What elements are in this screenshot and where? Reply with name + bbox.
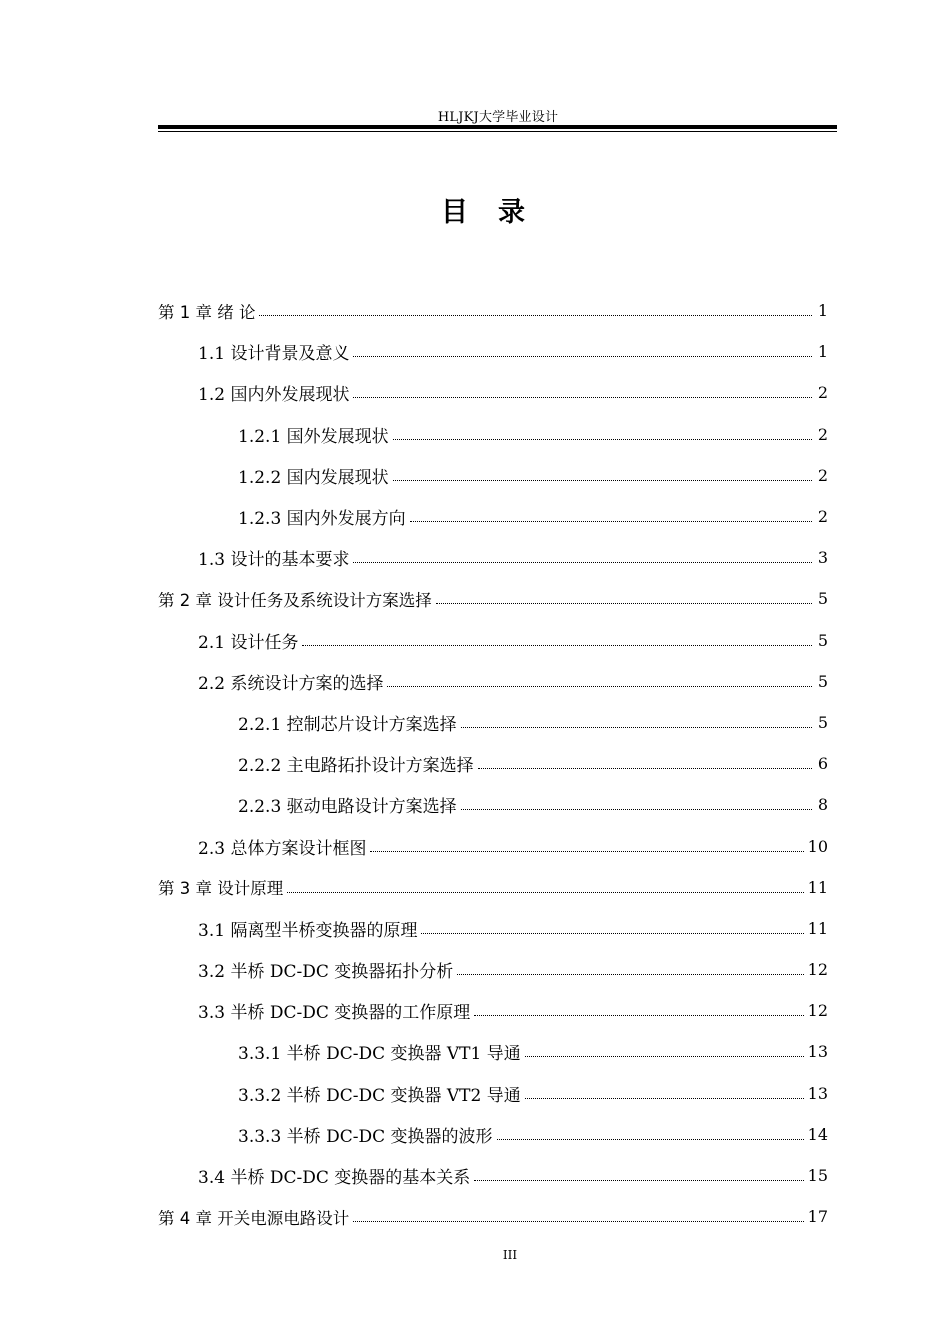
toc-page-number: 12 [807, 1001, 828, 1021]
toc-entry-title: 2.2 系统设计方案的选择 [198, 673, 384, 694]
toc-dot-leader [393, 439, 812, 440]
toc-entry[interactable] [158, 331, 828, 372]
toc-entry[interactable] [158, 372, 828, 413]
toc-entry-title: 第 2 章 设计任务及系统设计方案选择 [158, 590, 432, 610]
toc-dot-leader [478, 768, 812, 769]
toc-page-number: 10 [807, 836, 828, 856]
toc-dot-leader [474, 1015, 803, 1016]
toc-dot-leader [410, 521, 812, 522]
toc-entry[interactable] [158, 784, 828, 825]
header-rule-thin [158, 131, 837, 132]
toc-entry[interactable] [158, 949, 828, 990]
toc-page-number: 8 [817, 795, 828, 815]
toc-entry-title: 1.2.1 国外发展现状 [238, 426, 389, 447]
toc-entry-title: 3.4 半桥 DC-DC 变换器的基本关系 [198, 1168, 471, 1189]
toc-entry[interactable] [158, 578, 828, 619]
toc-entry[interactable] [158, 414, 828, 455]
toc-page-number: 1 [817, 342, 828, 362]
toc-entry-title: 2.2.3 驱动电路设计方案选择 [238, 797, 457, 818]
toc-entry-title: 3.3.2 半桥 DC-DC 变换器 VT2 导通 [238, 1085, 521, 1106]
toc-dot-leader [302, 645, 812, 646]
toc-dot-leader [461, 809, 812, 810]
toc-dot-leader [461, 727, 812, 728]
toc-entry[interactable] [158, 825, 828, 866]
toc-dot-leader [353, 397, 812, 398]
toc-page-number: 11 [807, 877, 828, 897]
toc-dot-leader [474, 1180, 803, 1181]
toc-entry-title: 3.3.1 半桥 DC-DC 变换器 VT1 导通 [238, 1044, 521, 1065]
toc-dot-leader [436, 603, 812, 604]
toc-page-number: 2 [817, 424, 828, 444]
header-rule-thick [158, 125, 837, 129]
toc-entry-title: 2.2.1 控制芯片设计方案选择 [238, 714, 457, 735]
toc-page-number: 2 [817, 465, 828, 485]
toc-entry-title: 2.2.2 主电路拓扑设计方案选择 [238, 756, 474, 777]
toc-entry[interactable] [158, 455, 828, 496]
page-number-footer: III [502, 1248, 518, 1262]
toc-entry-title: 1.3 设计的基本要求 [198, 550, 350, 571]
toc-page-number: 13 [807, 1083, 828, 1103]
toc-entry[interactable] [158, 537, 828, 578]
toc-page-number: 13 [807, 1042, 828, 1062]
toc-dot-leader [525, 1098, 804, 1099]
toc-entry-title: 3.1 隔离型半桥变换器的原理 [198, 920, 418, 941]
table-of-contents [158, 290, 828, 1237]
toc-entry[interactable] [158, 1196, 828, 1237]
toc-entry[interactable] [158, 290, 828, 331]
page-header: HLJKJ大学毕业设计 [437, 110, 559, 125]
toc-dot-leader [287, 892, 803, 893]
toc-entry[interactable] [158, 908, 828, 949]
toc-dot-leader [259, 315, 812, 316]
toc-entry-title: 第 3 章 设计原理 [158, 879, 284, 899]
toc-page-number: 5 [817, 671, 828, 691]
toc-entry[interactable] [158, 1155, 828, 1196]
toc-dot-leader [525, 1056, 804, 1057]
toc-page-number: 2 [817, 383, 828, 403]
toc-entry[interactable] [158, 867, 828, 908]
toc-entry-title: 3.3 半桥 DC-DC 变换器的工作原理 [198, 1003, 471, 1024]
toc-entry-title: 1.2 国内外发展现状 [198, 385, 350, 406]
toc-entry[interactable] [158, 1073, 828, 1114]
toc-entry-title: 1.2.3 国内外发展方向 [238, 509, 406, 530]
toc-page-number: 15 [807, 1166, 828, 1186]
toc-entry[interactable] [158, 1031, 828, 1072]
toc-dot-leader [353, 562, 812, 563]
toc-entry-title: 第 4 章 开关电源电路设计 [158, 1208, 350, 1228]
toc-entry-title: 3.2 半桥 DC-DC 变换器拓扑分析 [198, 962, 454, 983]
toc-entry-title: 第 1 章 绪 论 [158, 302, 256, 322]
toc-dot-leader [353, 356, 812, 357]
toc-dot-leader [387, 686, 812, 687]
toc-page-number: 17 [807, 1207, 828, 1227]
toc-page-number: 5 [817, 589, 828, 609]
toc-page-number: 5 [817, 712, 828, 732]
toc-entry[interactable] [158, 990, 828, 1031]
toc-page-number: 6 [817, 754, 828, 774]
toc-dot-leader [497, 1139, 804, 1140]
toc-page-number: 14 [807, 1124, 828, 1144]
toc-entry[interactable] [158, 620, 828, 661]
toc-entry-title: 2.1 设计任务 [198, 632, 299, 653]
toc-entry-title: 1.2.2 国内发展现状 [238, 467, 389, 488]
toc-dot-leader [457, 974, 803, 975]
toc-dot-leader [370, 851, 803, 852]
toc-entry[interactable] [158, 702, 828, 743]
toc-entry[interactable] [158, 661, 828, 702]
page-title: 目录 [441, 197, 555, 228]
toc-entry-title: 3.3.3 半桥 DC-DC 变换器的波形 [238, 1126, 493, 1147]
toc-dot-leader [421, 933, 803, 934]
toc-page-number: 11 [807, 918, 828, 938]
toc-page-number: 5 [817, 630, 828, 650]
toc-entry[interactable] [158, 743, 828, 784]
toc-entry-title: 1.1 设计背景及意义 [198, 344, 350, 365]
toc-page-number: 3 [817, 548, 828, 568]
toc-page-number: 1 [817, 301, 828, 321]
toc-entry[interactable] [158, 496, 828, 537]
toc-entry-title: 2.3 总体方案设计框图 [198, 838, 367, 859]
toc-page-number: 2 [817, 507, 828, 527]
toc-dot-leader [353, 1221, 803, 1222]
toc-dot-leader [393, 480, 812, 481]
toc-page-number: 12 [807, 960, 828, 980]
toc-entry[interactable] [158, 1114, 828, 1155]
